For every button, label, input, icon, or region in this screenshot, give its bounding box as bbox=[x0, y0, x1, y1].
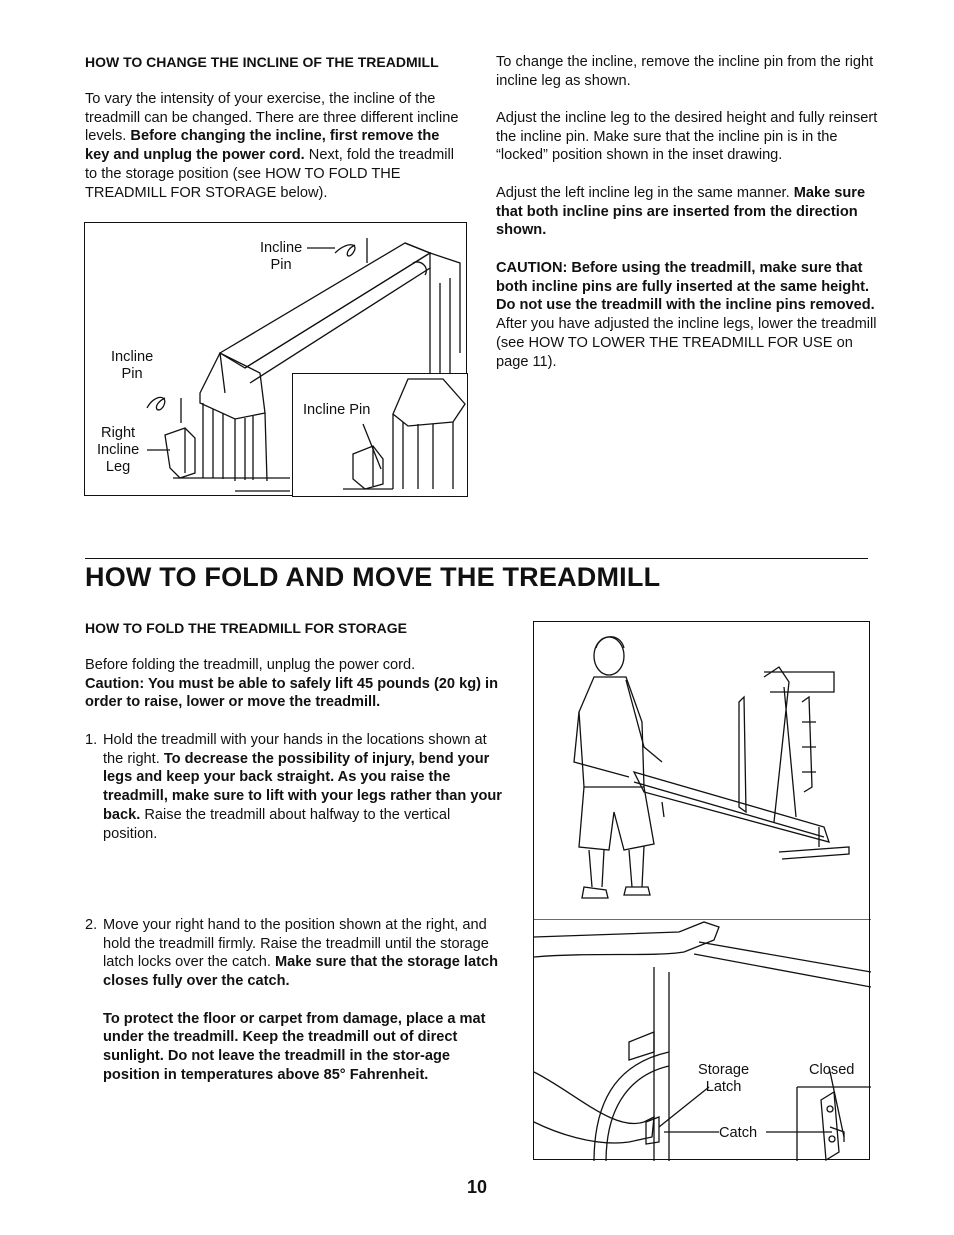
label-incline-pin-top bbox=[260, 240, 302, 274]
step-2-text: Move your right hand to the position shown at the right, and hold the treadmill firmly. Raise the treadmill until the storage latch locks over the catch. bbox=[103, 917, 489, 971]
page-number: 10 bbox=[466, 1177, 488, 1197]
incline-figure bbox=[84, 222, 467, 496]
label-incline-pin-left bbox=[111, 349, 153, 383]
step-1-number: 1. bbox=[85, 732, 98, 748]
step-2-number: 2. bbox=[85, 917, 98, 933]
incline-p4-text: Adjust the left incline leg in the same manner. bbox=[496, 185, 794, 201]
section-title: HOW TO FOLD AND MOVE THE TREADMILL bbox=[85, 562, 661, 592]
label-catch: Catch bbox=[719, 1125, 758, 1141]
incline-p1-bold: Before changing the incline, first remove the key and unplug the power cord. bbox=[85, 128, 440, 164]
incline-p4-bold: Make sure that both incline pins are inserted from the direction shown. bbox=[496, 185, 866, 239]
fold-subheading: HOW TO FOLD THE TREADMILL FOR STORAGE bbox=[85, 620, 407, 636]
fold-step-2 bbox=[85, 916, 503, 1084]
incline-p5-text: After you have adjusted the incline legs, lower the treadmill (see HOW TO LOWER THE TREADMILL FOR USE on page 11). bbox=[496, 316, 877, 370]
label-storage-latch-text: Storage Latch bbox=[698, 1062, 750, 1095]
incline-p1-text-end: Next, fold the treadmill to the storage position (see HOW TO FOLD THE TREADMILL FOR STORAGE below). bbox=[85, 147, 454, 201]
label-right-incline-leg bbox=[97, 425, 139, 476]
section-divider bbox=[85, 558, 868, 559]
incline-paragraph-4 bbox=[496, 184, 884, 240]
fold-step-1 bbox=[85, 731, 503, 843]
incline-p1-text: To vary the intensity of your exercise, the incline of the treadmill can be changed. There are three different incline levels. bbox=[85, 91, 459, 145]
label-incline-pin-left-text: Incline Pin bbox=[111, 349, 154, 382]
incline-inset bbox=[292, 373, 468, 497]
label-incline-pin-inset: Incline Pin bbox=[303, 402, 371, 418]
incline-p5-caution: CAUTION: Before using the treadmill, make sure that both incline pins are fully inserted at the same height. Do not use the treadmill with the incline pins removed. bbox=[496, 260, 875, 314]
step-2-warning: To protect the floor or carpet from damage, place a mat under the treadmill. Keep the treadmill out of direct sunlight. Do not leave the treadmill in the stor-age position in temperatures above 85° Fahrenheit. bbox=[103, 1010, 486, 1083]
incline-paragraph-1 bbox=[85, 90, 467, 202]
fold-figure bbox=[533, 621, 870, 1160]
incline-inset-drawing bbox=[293, 374, 469, 498]
label-closed: Closed bbox=[809, 1062, 855, 1078]
fold-intro-caution: Caution: You must be able to safely lift 45 pounds (20 kg) in order to raise, lower or move the treadmill. bbox=[85, 675, 498, 711]
step-2-bold: Make sure that the storage latch closes fully over the catch. bbox=[103, 954, 498, 990]
label-right-incline-leg-text: Right Incline Leg bbox=[97, 425, 140, 475]
incline-paragraph-5 bbox=[496, 259, 884, 371]
fold-intro bbox=[85, 656, 503, 712]
fold-intro-text: Before folding the treadmill, unplug the power cord. bbox=[85, 657, 416, 673]
incline-paragraph-2: To change the incline, remove the incline pin from the right incline leg as shown. bbox=[496, 54, 874, 89]
step-1-text: Hold the treadmill with your hands in the locations shown at the right. bbox=[103, 732, 487, 767]
label-storage-latch bbox=[698, 1062, 749, 1096]
step-1-text-end: Raise the treadmill about halfway to the vertical position. bbox=[103, 806, 451, 842]
incline-paragraph-3: Adjust the incline leg to the desired height and fully reinsert the incline pin. Make sure that the incline pin is in the “locked” position shown in the inset drawing. bbox=[496, 110, 878, 164]
label-incline-pin-top-text: Incline Pin bbox=[260, 240, 303, 273]
incline-heading: HOW TO CHANGE THE INCLINE OF THE TREADMILL bbox=[85, 54, 439, 70]
step-1-bold: To decrease the possibility of injury, bend your legs and keep your back straight. As you raise the treadmill, make sure to lift with your legs rather than your back. bbox=[103, 750, 502, 823]
